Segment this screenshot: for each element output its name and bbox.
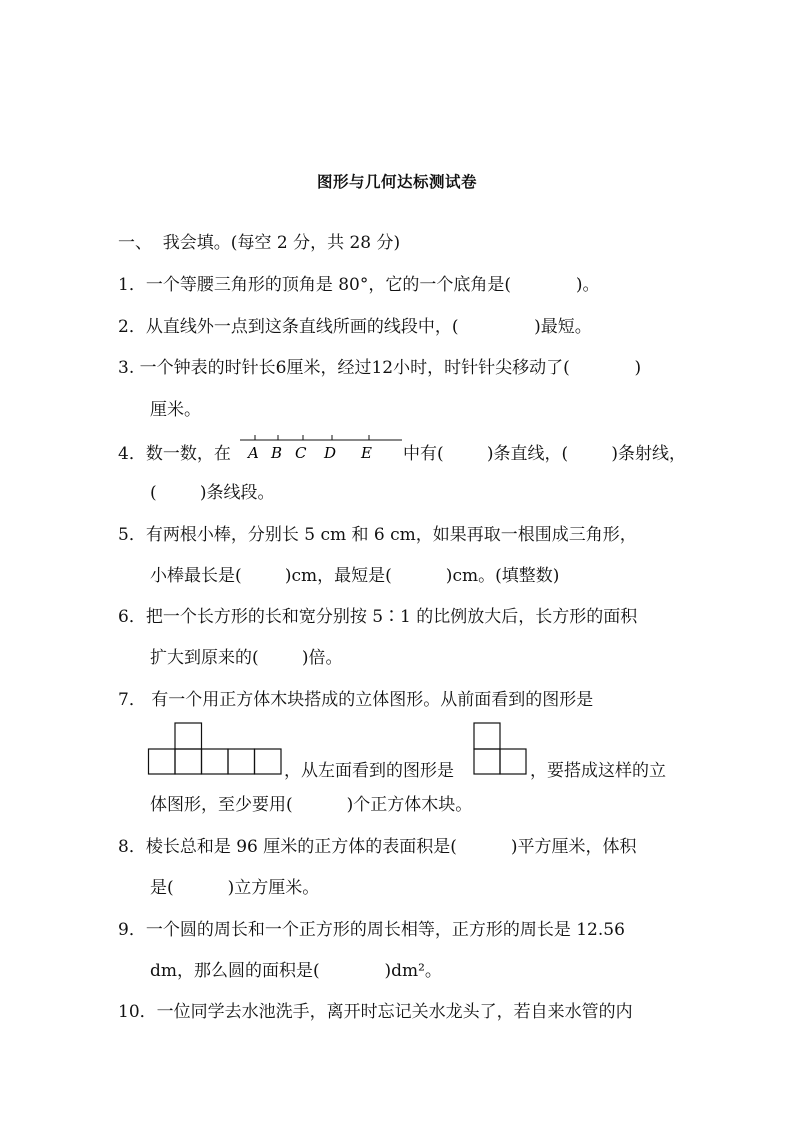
line-figure xyxy=(240,428,410,466)
question-3-line-1: 3. 一个钟表的时针长6厘米，经过12小时，时针针尖移动了( ) xyxy=(118,358,642,378)
point-d-label: D xyxy=(324,444,337,462)
front-view-figure xyxy=(148,722,283,775)
front-view-square-3 xyxy=(202,749,229,774)
front-view-square-4 xyxy=(228,749,255,774)
question-4-tail: 中有( )条直线，( )条射线， xyxy=(403,444,686,464)
point-c-label: C xyxy=(295,444,307,462)
question-6-line-2: 扩大到原来的( )倍。 xyxy=(150,648,343,668)
question-2: 2．从直线外一点到这条直线所画的线段中，( )最短。 xyxy=(118,317,592,337)
question-6-line-1: 6．把一个长方形的长和宽分别按 5∶1 的比例放大后，长方形的面积 xyxy=(118,607,638,627)
line-figure-svg xyxy=(240,428,410,466)
question-3-line-2: 厘米。 xyxy=(150,400,201,420)
page-title: 图形与几何达标测试卷 xyxy=(316,173,477,191)
point-b-label: B xyxy=(271,444,283,462)
question-1: 1．一个等腰三角形的顶角是 80°，它的一个底角是( )。 xyxy=(118,275,600,295)
question-5-line-2: 小棒最长是( )cm，最短是( )cm。(填整数) xyxy=(150,566,560,586)
left-view-square-1 xyxy=(474,749,500,774)
left-view-figure xyxy=(473,722,529,775)
question-7-end: ，要搭成这样的立 xyxy=(530,761,666,781)
question-9-line-2: dm，那么圆的面积是( )dm²。 xyxy=(150,961,442,981)
left-view-top-square xyxy=(474,723,500,749)
front-view-square-2 xyxy=(175,749,202,774)
question-4-lead: 4．数一数，在 xyxy=(118,444,231,464)
question-7-line-1: 7． 有一个用正方体木块搭成的立体图形。从前面看到的图形是 xyxy=(118,690,594,710)
point-e-label: E xyxy=(361,444,372,462)
front-view-top-square xyxy=(175,723,202,749)
question-5-line-1: 5．有两根小棒，分别长 5 cm 和 6 cm，如果再取一根围成三角形， xyxy=(118,525,637,545)
section-heading: 一、 我会填。(每空 2 分，共 28 分) xyxy=(118,233,401,253)
question-8-line-2: 是( )立方厘米。 xyxy=(150,878,320,898)
point-a-label: A xyxy=(248,444,259,462)
question-4-line-2: ( )条线段。 xyxy=(150,483,275,503)
front-view-square-1 xyxy=(149,749,176,774)
front-view-svg xyxy=(148,722,283,775)
left-view-square-2 xyxy=(500,749,526,774)
question-9-line-1: 9．一个圆的周长和一个正方形的周长相等，正方形的周长是 12.56 xyxy=(118,920,625,940)
question-10-line-1: 10．一位同学去水池洗手，离开时忘记关水龙头了，若自来水管的内 xyxy=(118,1002,633,1022)
front-view-square-5 xyxy=(255,749,282,774)
left-view-svg xyxy=(473,722,529,775)
question-7-middle: ，从左面看到的图形是 xyxy=(284,761,454,781)
question-8-line-1: 8．棱长总和是 96 厘米的正方体的表面积是( )平方厘米，体积 xyxy=(118,837,637,857)
question-7-line-3: 体图形，至少要用( )个正方体木块。 xyxy=(150,795,473,815)
